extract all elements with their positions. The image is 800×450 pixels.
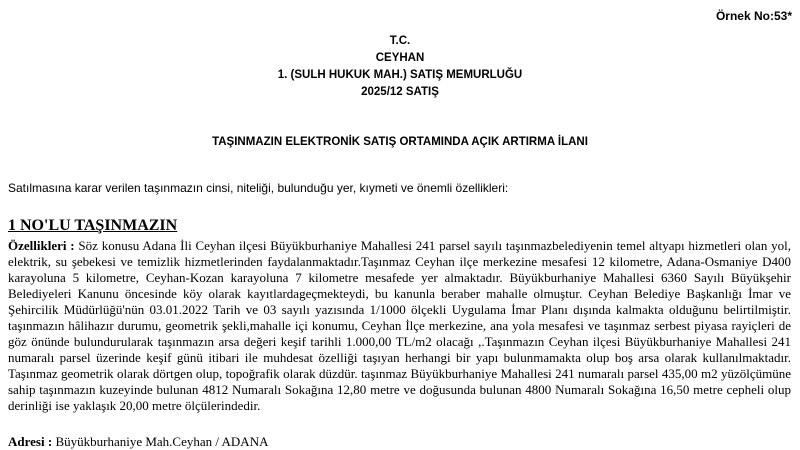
- features-text: Söz konusu Adana İli Ceyhan ilçesi Büyükburhaniye Mahallesi 241 parsel sayılı taşınmazbelediyenin temel altyapı hizmetleri olan yol, elektrik, su şebekesi ve temizlik hizmetlerinden faydalanmaktadır.Taşınmaz Ceyhan ilçe merkezine mesafesi 12 kilometre, Adana-Osmaniye D400 karayoluna 5 kilometre, Ceyhan-Kozan karayoluna 7 kilometre mesafede yer almaktadır. Büyükburhaniye Mahallesi 6360 Sayılı Büyükşehir Belediyeleri Kanunu öncesinde köy olarak kayıtlardageçmekteydi, bu kanunla beraber mahalle olmuştur. Ceyhan Belediye Başkanlığı İmar ve Şehircilik Müdürlüğü'nün 03.01.2022 Tarih ve 03 sayılı yazısında 1/1000 ölçekli Uygulama İmar Planı dışında kalmakta olduğunu belirtilmiştir. taşınmazın hâlihazır durumu, geometrik şekli,mahalle içi konumu, Ceyhan İlçe merkezine, ana yola mesafesi ve taşınmaz serbest piyasa rayiçleri de göz önünde bulundurularak taşınmazın arsa değeri keşif tarihli 1.000,00 TL/m2 olacağı ,.Taşınmazın Ceyhan ilçesi Büyükburhaniye Mahallesi 241 numaralı parsel üzerinde keşif günü itibari ile muhdesat özelliği taşıyan herhangi bir yapı bulunmamakta olup boş arsa olarak kullanılmaktadır. Taşınmaz geometrik olarak dörtgen olup, topoğrafik olarak düzdür. taşınmaz Büyükburhaniye Mahallesi 241 numaralı parsel 435,00 m2 yüzölçümüne sahip taşınmazın kuzeyinde bulunan 4812 Numaralı Sokağına 12,80 metre ve doğusunda bulunan 4800 Numaralı Sokağına 16,50 metre cepheli olup derinliği ise yaklaşık 20,00 metre ölçülerindedir.: [8, 238, 791, 413]
- announcement-title: TAŞINMAZIN ELEKTRONİK SATIŞ ORTAMINDA AÇIK ARTIRMA İLANI: [212, 136, 588, 148]
- header-line-tc: T.C.: [389, 35, 411, 47]
- header-line-case-number: 2025/12 SATIŞ: [361, 86, 439, 98]
- features-label: Özellikleri :: [8, 238, 75, 253]
- address-text: Büyükburhaniye Mah.Ceyhan / ADANA: [52, 434, 269, 449]
- property-heading: 1 NO'LU TAŞINMAZIN: [8, 217, 178, 234]
- intro-text: Satılmasına karar verilen taşınmazın cinsi, niteliği, bulunduğu yer, kıymeti ve önemli özellikleri:: [8, 181, 509, 195]
- document-header: [0, 33, 800, 101]
- property-features-paragraph: [8, 238, 791, 414]
- address-label: Adresi :: [8, 434, 53, 449]
- header-line-office: 1. (SULH HUKUK MAH.) SATIŞ MEMURLUĞU: [277, 69, 523, 81]
- header-line-city: CEYHAN: [375, 52, 425, 64]
- document-number: Örnek No:53*: [715, 9, 792, 23]
- property-address: [8, 434, 268, 450]
